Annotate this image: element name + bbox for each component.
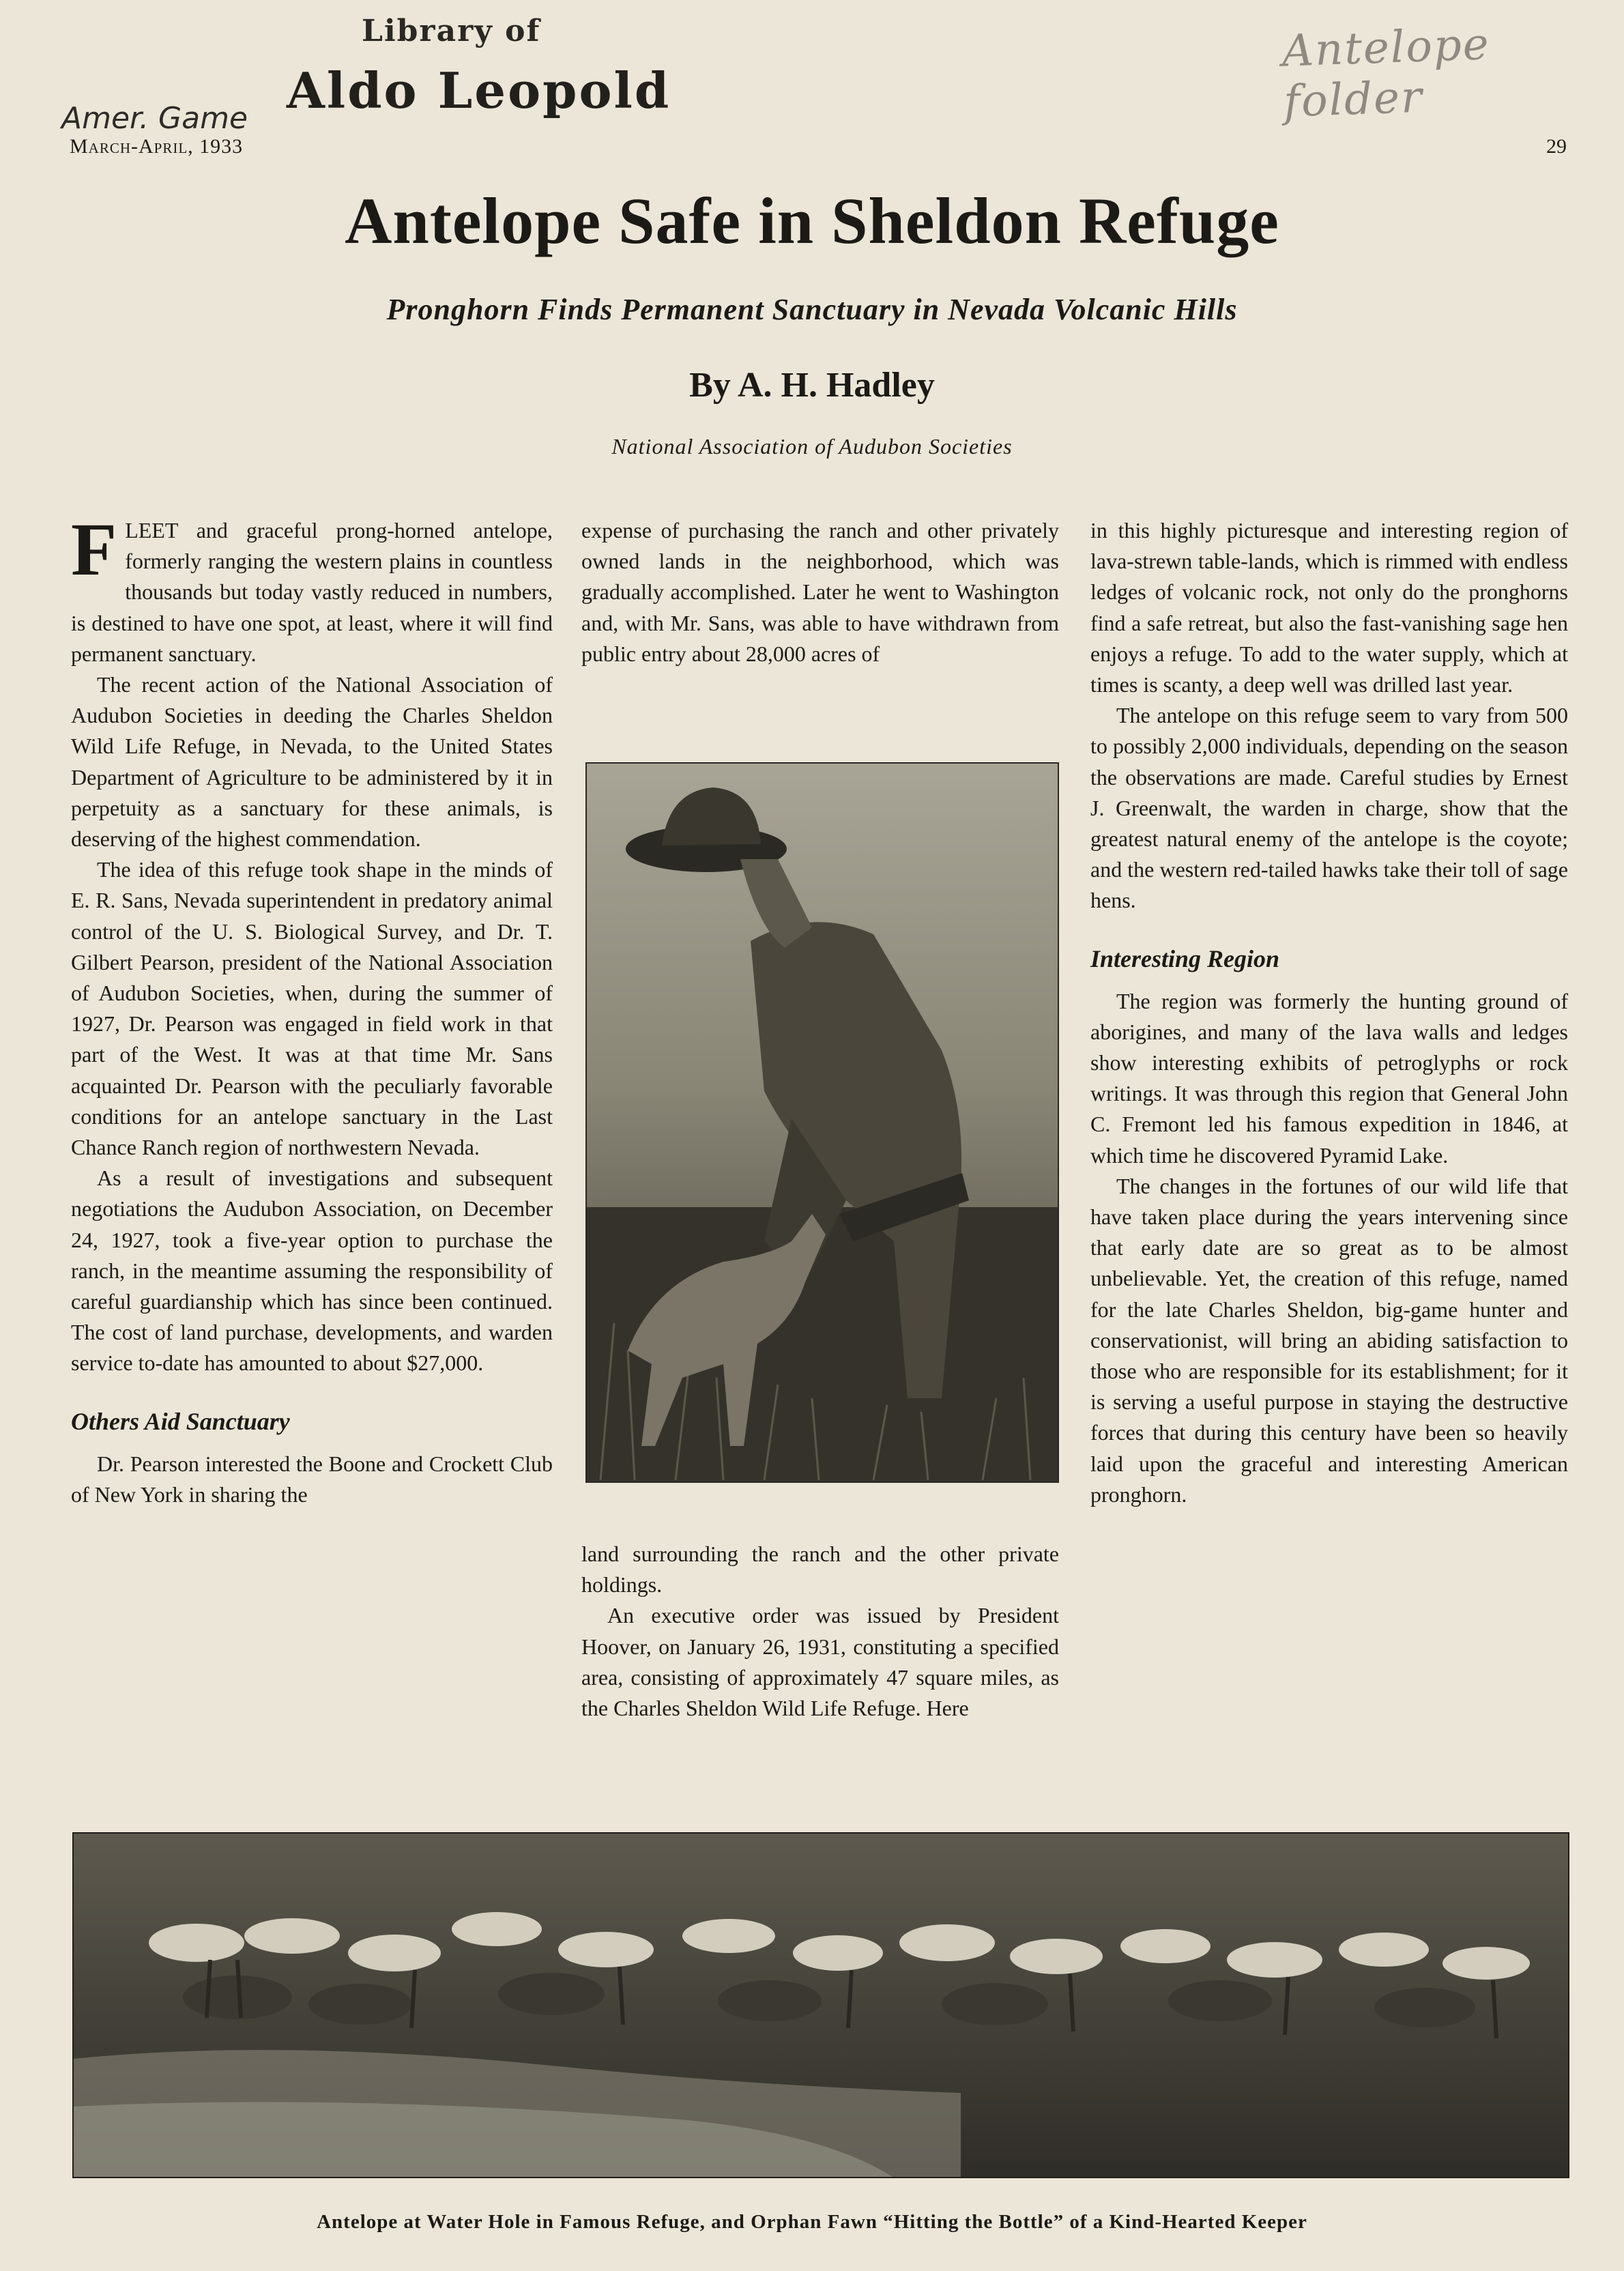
paragraph: As a result of investigations and subsequent negotiations the Audubon Association, on December 24, 1927, took a five-year option to purchase the ranch, in the meantime assuming the responsibility of careful guardianship which has since been continued. The cost of land purchase, developments, and warden service to-date has amounted to about $27,000. (71, 1166, 553, 1376)
paragraph: The region was formerly the hunting ground of aborigines, and many of the lava walls and ledges show interesting exhibits of petroglyphs or rock writings. It was through this region that General John C. Fremont led his famous expedition in 1846, at which time he discovered Pyramid Lake. (1090, 988, 1568, 1168)
column-1 (71, 508, 553, 1510)
paragraph: The antelope on this refuge seem to vary from 500 to possibly 2,000 individuals, depending on the season the observations are made. Careful studies by Ernest J. Greenwalt, the warden in charge, show that the greatest natural enemy of the antelope is the coyote; and the western red-tailed hawks take their toll of sage hens. (1090, 703, 1568, 913)
column-3 (1090, 515, 1568, 1510)
herd-photo-illustration (74, 1834, 1568, 2177)
paragraph-text: LEET and graceful prong-horned antelope, formerly ranging the western plains in countless thousands but today vastly reduced in numbers, is destined to have one spot, at least, where it will find permanent sanctuary. (71, 518, 553, 666)
handwritten-note-right: Antelope folder (1281, 19, 1491, 128)
column-2-bottom (581, 1539, 1059, 1724)
photo-caption: Antelope at Water Hole in Famous Refuge, and Orphan Fawn “Hitting the Bottle” of a Kind-Hearted Keeper (317, 2211, 1307, 2233)
article-byline: By A. H. Hadley (689, 366, 935, 405)
author-affiliation: National Association of Audubon Societies (611, 434, 1013, 459)
paragraph: expense of purchasing the ranch and other privately owned lands in the neighborhood, which was gradually accomplished. Later he went to Washington and, with Mr. Sans, was able to have withdrawn from public entry about 28,000 acres of (581, 518, 1059, 666)
column-2-top (581, 515, 1059, 669)
paragraph: The changes in the fortunes of our wild life that have taken place during the years intervening since that early date are so great as to be almost unbelievable. Yet, the creation of this refuge, named for the late Charles Sheldon, big-game hunter and conservationist, will bring an abiding satisfaction to those who are responsible for its establishment; for it is serving a useful purpose in staying the destructive forces that during this century have been so heavily laid upon the graceful and interesting American pronghorn. (1090, 1173, 1568, 1507)
library-stamp-line1: Library of (362, 14, 541, 48)
herd-photo (72, 1832, 1569, 2178)
paragraph: An executive order was issued by President Hoover, on January 26, 1931, constituting a specified area, consisting of approximately 47 square miles, as the Charles Sheldon Wild Life Refuge. Here (581, 1603, 1059, 1721)
library-stamp-line2: Aldo Leopold (287, 61, 671, 119)
drop-cap: F (71, 508, 117, 591)
paragraph (71, 508, 553, 669)
issue-date: March-April, 1933 (70, 135, 244, 158)
section-heading: Others Aid Sanctuary (71, 1407, 290, 1435)
keeper-photo-illustration (587, 764, 1058, 1481)
paragraph: The recent action of the National Association of Audubon Societies in deeding the Charles Sheldon Wild Life Refuge, in Nevada, to the United States Department of Agriculture to be administered by it in perpetuity as a sanctuary for these animals, is deserving of the highest commendation. (71, 672, 553, 852)
paragraph: Dr. Pearson interested the Boone and Crockett Club of New York in sharing the (71, 1451, 553, 1507)
article-subtitle: Pronghorn Finds Permanent Sanctuary in Nevada Volcanic Hills (386, 293, 1238, 326)
page-number: 29 (1546, 135, 1567, 158)
section-heading: Interesting Region (1090, 944, 1280, 972)
paragraph: The idea of this refuge took shape in the minds of E. R. Sans, Nevada superintendent in predatory animal control of the U. S. Biological Survey, and Dr. T. Gilbert Pearson, president of the National Association of Audubon Societies, when, during the summer of 1927, Dr. Pearson was engaged in field work in that part of the West. It was at that time Mr. Sans acquainted Dr. Pearson with the peculiarly favorable conditions for an antelope sanctuary in the Last Chance Ranch region of northwestern Nevada. (71, 857, 553, 1160)
paragraph: land surrounding the ranch and the other private holdings. (581, 1542, 1059, 1597)
paragraph: in this highly picturesque and interesting region of lava-strewn table-lands, which is rimmed with endless ledges of volcanic rock, not only do the pronghorns find a safe retreat, but also the fast-vanishing sage hen enjoys a refuge. To add to the water supply, which at times is scanty, a deep well was drilled last year. (1090, 518, 1568, 697)
handwritten-note-left: Amer. Game (61, 101, 248, 136)
article-title: Antelope Safe in Sheldon Refuge (345, 184, 1279, 257)
keeper-photo (585, 762, 1059, 1483)
